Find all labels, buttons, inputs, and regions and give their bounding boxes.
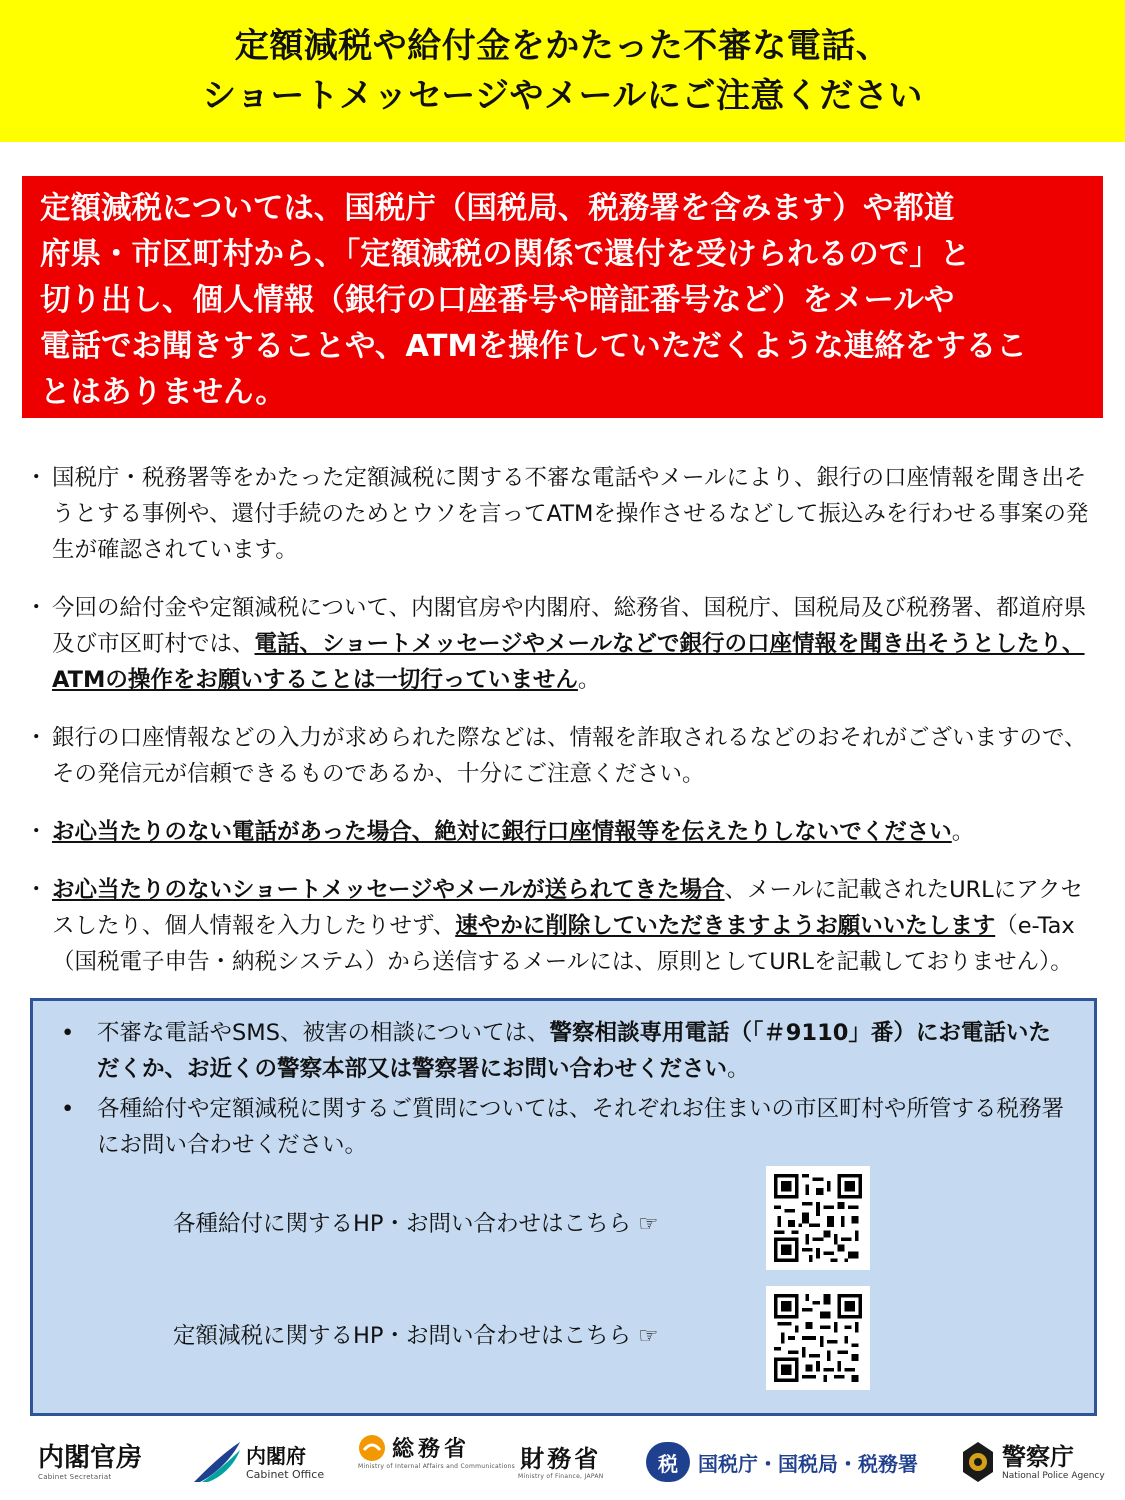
mic-logo — [358, 1432, 515, 1492]
notice-text: 銀行の口座情報などの入力が求められた際などは、情報を詐取されるなどのおそれがございますので、その発信元が信頼できるものであるか、十分にご注意ください。 — [52, 725, 1087, 787]
qr-code-icon — [774, 1294, 862, 1382]
contact-item — [61, 1091, 1071, 1163]
cabinet-office-emblem-icon — [192, 1440, 242, 1484]
mic-name: 総務省 — [392, 1436, 471, 1462]
contact-text: 。 — [727, 1056, 750, 1082]
mof-logo — [518, 1432, 604, 1492]
bullet-dot: ・ — [25, 819, 48, 845]
notice-item — [22, 720, 1102, 792]
contact-text: 不審な電話やSMS、被害の相談については、 — [97, 1020, 550, 1046]
tax-cut-link-label: 定額減税に関するHP・お問い合わせはこちら ☞ — [173, 1323, 659, 1349]
notice-emphasis: お心当たりのないショートメッセージやメールが送られてきた場合 — [52, 877, 725, 903]
alert-box — [22, 176, 1103, 418]
notice-text: 国税庁・税務署等をかたった定額減税に関する不審な電話やメールにより、銀行の口座情報を聞き出そうとする事例や、還付手続のためとウソを言ってATMを操作させるなどして振込みを行わせる事案の発生が確認されています。 — [52, 465, 1089, 563]
notice-list — [22, 460, 1102, 1002]
alert-line: とはありません。 — [40, 375, 286, 410]
tax-cut-qr-code[interactable] — [766, 1286, 870, 1390]
page-title-line-2: ショートメッセージやメールにご注意ください — [202, 76, 923, 116]
nta-emblem-icon — [646, 1442, 690, 1482]
mof-en: Ministry of Finance, JAPAN — [518, 1472, 604, 1480]
notice-text: 、メールに記載されたURLにアクセスしたり、個人情報を入力したりせず、 — [52, 877, 1084, 939]
notice-item — [22, 460, 1102, 568]
mof-name: 財務省 — [520, 1443, 602, 1473]
alert-line: 切り出し、個人情報（銀行の口座番号や暗証番号など）をメールや — [40, 283, 955, 318]
cabinet-secretariat-name: 内閣官房 — [38, 1443, 143, 1473]
bullet-dot: ・ — [25, 877, 48, 903]
alert-line: 定額減税については、国税庁（国税局、税務署を含みます）や都道 — [40, 191, 955, 226]
bullet-dot: • — [61, 1096, 75, 1122]
cabinet-secretariat-logo — [38, 1432, 142, 1492]
notice-item — [22, 590, 1102, 698]
nta-name: 国税庁・国税局・税務署 — [698, 1451, 918, 1476]
qr-code-icon — [774, 1174, 862, 1262]
contact-emphasis: 警察相談専用電話（「＃9110」番）にお電話いただくか、お近くの警察本部又は警察署にお問い合わせください — [97, 1020, 1051, 1082]
bullet-dot: • — [61, 1020, 75, 1046]
nta-mark: 税 — [658, 1451, 678, 1476]
ministry-logos — [0, 1432, 1125, 1492]
nta-logo — [646, 1432, 918, 1492]
notice-emphasis: お心当たりのない電話があった場合、絶対に銀行口座情報等を伝えたりしないでください — [52, 819, 952, 845]
npa-name: 警察庁 — [1002, 1442, 1074, 1471]
alert-line: 電話でお聞きすることや、ATMを操作していただくような連絡をするこ — [40, 329, 1027, 364]
contact-text: 各種給付や定額減税に関するご質問については、それぞれお住まいの市区町村や所管する税務署にお問い合わせください。 — [97, 1096, 1065, 1158]
mic-emblem-icon — [358, 1434, 386, 1462]
bullet-dot: ・ — [25, 725, 48, 751]
page-title-line-1: 定額減税や給付金をかたった不審な電話、 — [234, 26, 891, 66]
npa-logo — [960, 1432, 1105, 1492]
cabinet-secretariat-en: Cabinet Secretariat — [38, 1473, 112, 1481]
notice-emphasis: 速やかに削除していただきますようお願いいたします — [455, 913, 996, 939]
notice-emphasis: 電話、ショートメッセージやメールなどで銀行の口座情報を聞き出そうとしたり、ATMの操作をお願いすることは一切行っていません — [52, 631, 1085, 693]
npa-en: National Police Agency — [1002, 1471, 1105, 1481]
contact-box — [30, 998, 1097, 1416]
notice-item — [22, 872, 1102, 980]
police-emblem-icon — [960, 1440, 996, 1484]
benefits-qr-code[interactable] — [766, 1166, 870, 1270]
notice-text: 今回の給付金や定額減税について、内閣官房や内閣府、総務省、国税庁、国税局及び税務署、都道府県及び市区町村では、 — [52, 595, 1087, 657]
alert-line: 府県・市区町村から、「定額減税の関係で還付を受けられるので」と — [40, 237, 971, 272]
notice-text: （e-Tax（国税電子申告・納税システム）から送信するメールには、原則としてURLを記載しておりません）。 — [52, 913, 1075, 975]
notice-text: 。 — [577, 667, 601, 693]
contact-item — [61, 1015, 1071, 1087]
title-banner — [0, 0, 1125, 142]
cabinet-office-logo — [192, 1432, 324, 1492]
mic-en: Ministry of Internal Affairs and Communications — [358, 1463, 516, 1470]
notice-text: 。 — [951, 819, 975, 845]
benefits-link-label: 各種給付に関するHP・お問い合わせはこちら ☞ — [173, 1211, 659, 1237]
cabinet-office-en: Cabinet Office — [246, 1467, 325, 1481]
bullet-dot: ・ — [25, 595, 48, 621]
notice-item — [22, 814, 1102, 850]
bullet-dot: ・ — [25, 465, 48, 491]
cabinet-office-name: 内閣府 — [246, 1443, 306, 1468]
